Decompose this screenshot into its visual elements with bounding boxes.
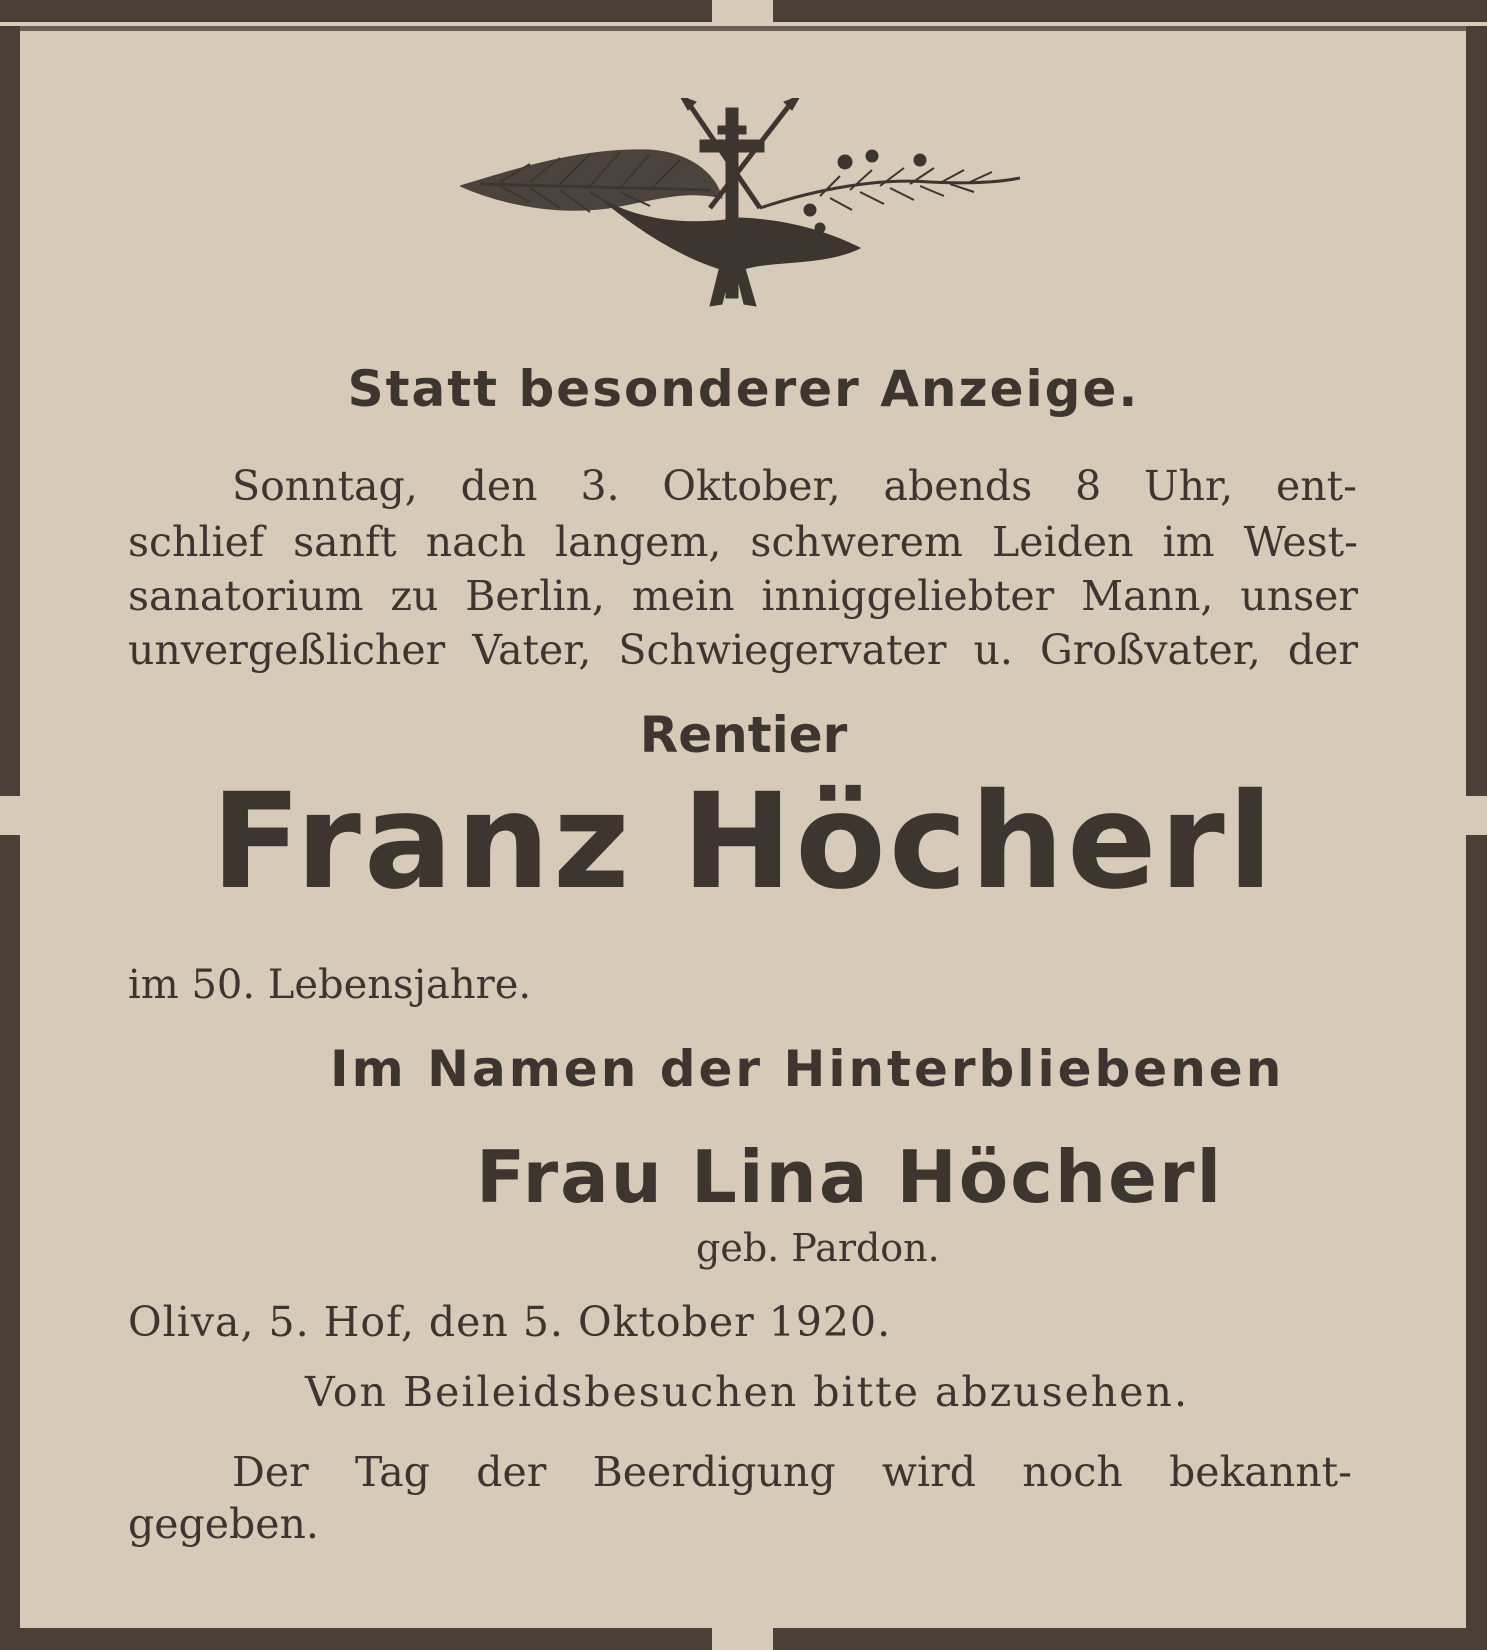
widow-name: Frau Lina Höcherl	[476, 1135, 1224, 1219]
body-line-1: Sonntag, den 3. Oktober, abends 8 Uhr, ent-	[232, 462, 1357, 510]
body-line-2: schlief sanft nach langem, schwerem Leiden im West-	[128, 518, 1358, 566]
funeral-note-line-2: gegeben.	[128, 1500, 319, 1548]
frame-bottom-gap	[712, 1628, 773, 1650]
age-line: im 50. Lebensjahre.	[128, 962, 532, 1008]
frame-top-rule	[0, 0, 712, 22]
frame-left-rule	[0, 835, 20, 1650]
deceased-name: Franz Höcherl	[211, 765, 1276, 919]
mourning-wreath-cross-icon	[460, 98, 1020, 313]
maiden-name: geb. Pardon.	[696, 1226, 940, 1270]
place-date: Oliva, 5. Hof, den 5. Oktober 1920.	[128, 1298, 892, 1346]
on-behalf-line: Im Namen der Hinterbliebenen	[330, 1040, 1285, 1098]
deceased-title: Rentier	[639, 706, 848, 764]
no-condolence-note: Von Beileidsbesuchen bitte abzusehen.	[305, 1368, 1189, 1416]
funeral-note-line-1: Der Tag der Beerdigung wird noch bekannt-	[232, 1448, 1352, 1496]
body-line-4: unvergeßlicher Vater, Schwiegervater u. Großvater, der	[128, 626, 1358, 674]
notice-headline: Statt besonderer Anzeige.	[347, 360, 1140, 418]
frame-top-rule	[773, 0, 1487, 22]
frame-right-rule	[1466, 835, 1487, 1650]
frame-top-thin-rule	[0, 26, 1487, 31]
body-line-3: sanatorium zu Berlin, mein inniggeliebter Mann, unser	[128, 572, 1358, 620]
